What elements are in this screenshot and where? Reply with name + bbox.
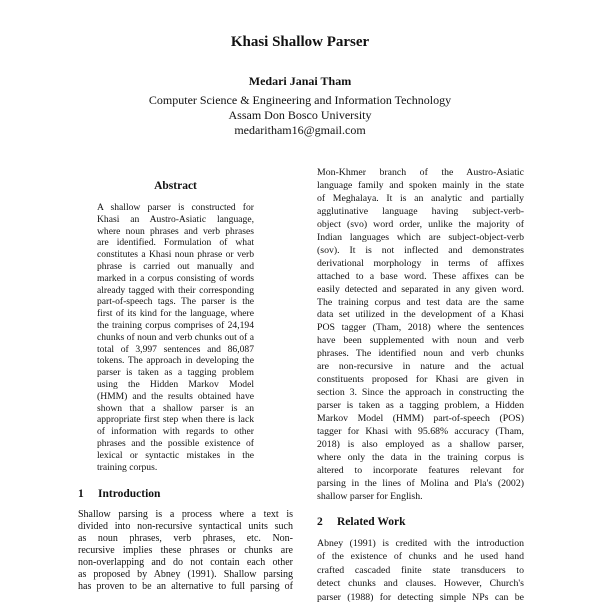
text-line: The training corpus and test data are the same <box>317 296 524 308</box>
affiliation-department: Computer Science & Engineering and Information Technology <box>148 93 452 107</box>
text-line: where noun phrases and verb phrases <box>97 225 254 237</box>
affiliation-university: Assam Don Bosco University <box>228 108 372 122</box>
abstract-heading: Abstract <box>154 180 197 192</box>
text-line: parsing in the lines of Molina and Pla's (2002) <box>317 477 524 489</box>
introduction-body <box>78 509 293 593</box>
text-line: detect chunks and clauses. However, Church's <box>317 578 524 590</box>
section-heading-related-work <box>317 515 405 529</box>
text-line: derivational morphology in terms of affixes <box>317 257 524 269</box>
text-line: shown that a shallow parser is an <box>97 402 254 414</box>
text-line: crafted cascaded finite state transducers to <box>317 564 524 576</box>
author-name: Medari Janai Tham <box>248 74 352 88</box>
text-line: first of its kind for the language, where <box>97 308 254 320</box>
text-line: appropriate first step when there is lack <box>97 414 254 426</box>
text-line: where only the data in the training corpus is <box>317 451 524 463</box>
text-line: parser is taken as a tagging problem, a Hidden <box>317 400 524 412</box>
text-line: are identified. Formulation of what <box>97 237 254 249</box>
text-line: attached to a base word. These affixes can be <box>317 270 524 282</box>
text-line: recursive implies these phrases or chunks are <box>78 545 293 556</box>
text-line: altered to incorporate features relevant for <box>317 464 524 476</box>
text-line: chunks of noun and verb chunks out of a <box>97 331 254 343</box>
section-number: 2 <box>317 516 323 528</box>
text-line: total of 3,997 sentences and 86,087 <box>97 343 254 355</box>
text-line: of information with regards to other <box>97 426 254 438</box>
text-line: divided into non-recursive syntactical units such <box>78 521 293 532</box>
author-email: medaritham16@gmail.com <box>234 123 366 137</box>
text-line: agglutinative language having subject-verb- <box>317 205 524 217</box>
text-line: Abney (1991) is credited with the introduction <box>317 538 524 549</box>
text-line: parser is taken as a tagging problem <box>97 367 254 379</box>
text-line: have been supplemented with noun and verb <box>317 335 524 347</box>
text-line: non-overlapping and do not contain each other <box>78 557 293 568</box>
abstract-body <box>97 202 254 473</box>
text-line: of Meghalaya. It is an analytic and partially <box>317 192 524 204</box>
text-line: lexical or syntactic mistakes in the <box>97 449 254 461</box>
text-line: POS tagger (Tham, 2018) where the sentences <box>317 322 524 334</box>
text-line: (sov). It is not inflected and demonstrates <box>317 244 524 256</box>
text-line: phrases and the possible existence of <box>97 437 254 449</box>
text-line: already tagged with their corresponding <box>97 284 254 296</box>
text-line: section 3. Since the approach in constructing the <box>317 387 524 399</box>
text-line: (HMM) and the results obtained have <box>97 390 254 402</box>
text-line: of the existence of chunks and he used hand <box>317 551 524 563</box>
text-line: as noun phrases, verb phrases, etc. Non- <box>78 533 293 544</box>
text-line: using the Hidden Markov Model <box>97 378 254 390</box>
text-line: parser (1988) for detecting simple NPs can be <box>317 591 524 603</box>
text-line: has proven to be an alternative to full parsing of <box>78 581 293 592</box>
text-line: language family and spoken mainly in the state <box>317 179 524 191</box>
text-line: training corpus. <box>97 461 158 473</box>
related-work-body <box>317 537 524 604</box>
text-line: phrases. The identified noun and verb chunks <box>317 348 524 360</box>
text-line: are non-recursive in nature and the actual <box>317 361 524 373</box>
section-number: 1 <box>78 488 84 500</box>
text-line: Markov Model (HMM) part-of-speech (POS) <box>317 413 524 425</box>
text-line: phrase is carried out manually and <box>97 260 254 272</box>
text-line: Indian languages which are subject-object-verb <box>317 231 524 243</box>
text-line: shallow parser for English. <box>317 490 423 502</box>
right-column-body <box>317 167 524 504</box>
text-line: tokens. The approach in developing the <box>97 355 254 367</box>
section-heading-introduction <box>78 487 160 501</box>
text-line: object (svo) word order, unlike the majority of <box>317 218 524 230</box>
text-line: data set utilized in the development of a Khasi <box>317 309 524 321</box>
text-line: Shallow parsing is a process where a text is <box>78 509 293 520</box>
section-title: Introduction <box>98 488 161 500</box>
text-line: as proposed by Abney (1991). Shallow parsing <box>78 569 293 580</box>
text-line: easily detected and separated in any given word. <box>317 283 524 295</box>
text-line: Mon-Khmer branch of the Austro-Asiatic <box>317 167 524 178</box>
text-line: A shallow parser is constructed for <box>97 202 254 213</box>
text-line: part-of-speech tags. The parser is the <box>97 296 254 308</box>
paper-title: Khasi Shallow Parser <box>230 34 370 50</box>
text-line: 2018) is also employed as a shallow parser, <box>317 439 524 451</box>
text-line: constitutes a Khasi noun phrase or verb <box>97 249 254 261</box>
text-line: constituents proposed for Khasi are given in <box>317 374 524 386</box>
section-title: Related Work <box>337 516 406 528</box>
text-line: the training corpus comprises of 24,194 <box>97 319 254 331</box>
text-line: Khasi an Austro-Asiatic language, <box>97 213 254 225</box>
text-line: marked in a corpus consisting of words <box>97 272 254 284</box>
text-line: tagger for Khasi with 95.68% accuracy (Tham, <box>317 426 524 438</box>
